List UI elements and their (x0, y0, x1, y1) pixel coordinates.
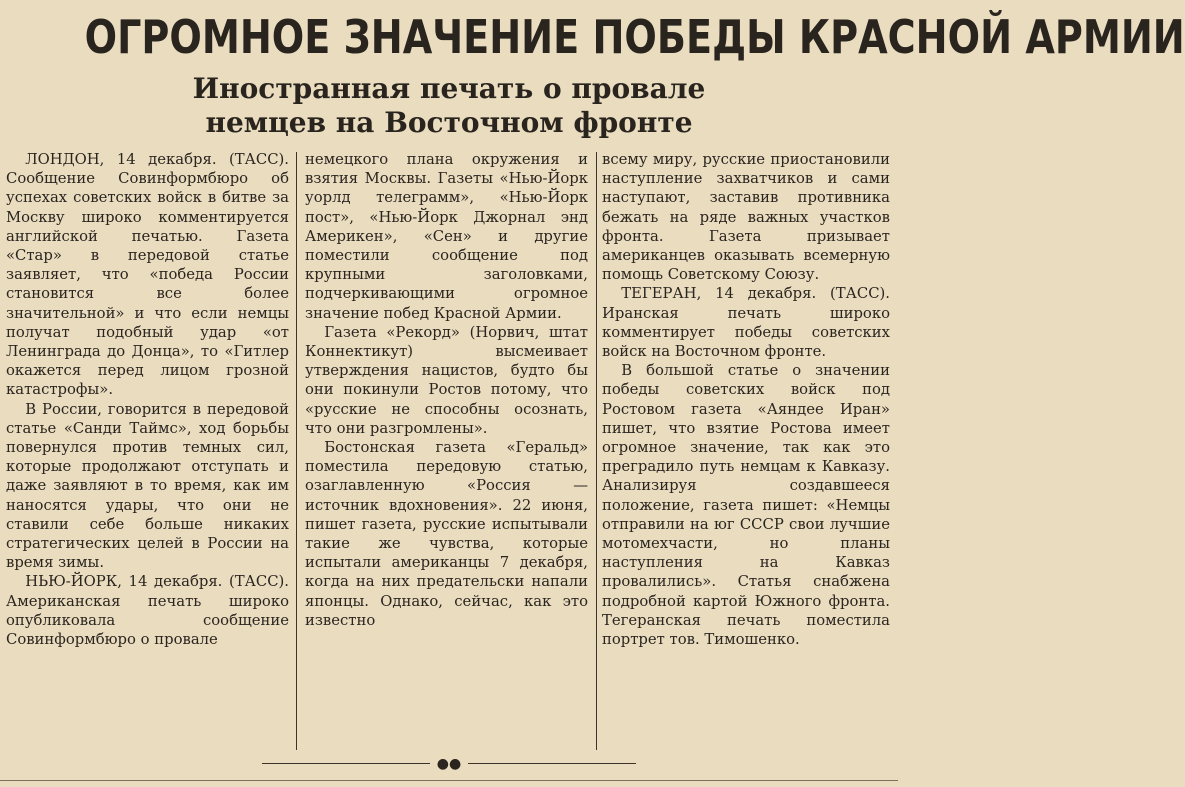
page-bottom-edge (0, 780, 898, 781)
column-divider-1 (296, 152, 297, 750)
ayandee-iran-paragraph: В большой статье о значении победы советских войск под Ростовом газета «Аяндее Иран» пишет, что взятие Ростова имеет огромное значение, так как это преградило путь немцам к Кавказу. Анализируя создавшееся положение, газета пишет: «Немцы отправили на юг СССР свои лучшие мотомехчасти, но планы наступления на Кавказ провалились». Статья снабжена подробной картой Южного фронта. Тегеранская печать поместила портрет тов. Тимошенко. (602, 362, 890, 649)
herald-paragraph: Бостонская газета «Геральд» поместила передовую статью, озаглавленную «Россия — источник вдохновения». 22 июня, пишет газета, русские испытывали такие же чувства, которые испытали американцы 7 декабря, когда на них предательски напали японцы. Однако, сейчас, как это известно (305, 439, 588, 629)
subheadline-line-2: немцев на Восточном фронте (205, 106, 693, 139)
column-1 (6, 150, 289, 750)
new-york-paragraph: НЬЮ-ЙОРК, 14 декабря. (ТАСС). Американская печать широко опубликовала сообщение Совинформбюро о провале (6, 573, 289, 649)
tehran-paragraph: ТЕГЕРАН, 14 декабря. (ТАСС). Иранская печать широко комментирует победы советских войск на Восточном фронте. (602, 285, 890, 361)
column-divider-2 (596, 152, 597, 750)
new-york-continued-paragraph: немецкого плана окружения и взятия Москвы. Газеты «Нью-Йорк уорлд телеграмм», «Нью-Йорк пост», «Нью-Йорк Джорнал энд Америкен», «Сен» и другие поместили сообщение под крупными заголовками, подчеркивающими огромное значение побед Красной Армии. (305, 151, 588, 322)
ornament-right-line (468, 763, 636, 764)
end-ornament (262, 756, 636, 772)
sunday-times-paragraph: В России, говорится в передовой статье «Санди Таймс», ход борьбы повернулся против темных сил, которые продолжают отступать и даже заявляют в то время, как им наносятся удары, что они не ставили себе больше никаких стратегических целей в России на время зимы. (6, 400, 289, 572)
subheadline (60, 72, 838, 140)
herald-continued-paragraph: всему миру, русские приостановили наступление захватчиков и сами наступают, заставив противника бежать на ряде важных участков фронта. Газета призывает американцев оказывать всемерную помощь Советскому Союзу. (602, 151, 890, 284)
headline: ОГРОМНОЕ ЗНАЧЕНИЕ ПОБЕДЫ КРАСНОЙ АРМИИ (84, 10, 1185, 64)
subheadline-line-1: Иностранная печать о провале (192, 72, 706, 105)
column-3 (602, 150, 890, 750)
column-2 (305, 150, 588, 750)
ornament-left-line (262, 763, 430, 764)
record-paragraph: Газета «Рекорд» (Норвич, штат Коннектикут) высмеивает утверждения нацистов, будто бы они покинули Ростов потому, что «русские не способны осознать, что они разгромлены». (305, 323, 588, 437)
ornament-dots: ●● (436, 756, 462, 772)
london-paragraph: ЛОНДОН, 14 декабря. (ТАСС). Сообщение Совинформбюро об успехах советских войск в битве за Москву широко комментируется английской печатью. Газета «Стар» в передовой статье заявляет, что «победа России становится все более значительной» и что если немцы получат подобный удар «от Ленинграда до Донца», то «Гитлер окажется перед лицом грозной катастрофы». (6, 151, 289, 399)
